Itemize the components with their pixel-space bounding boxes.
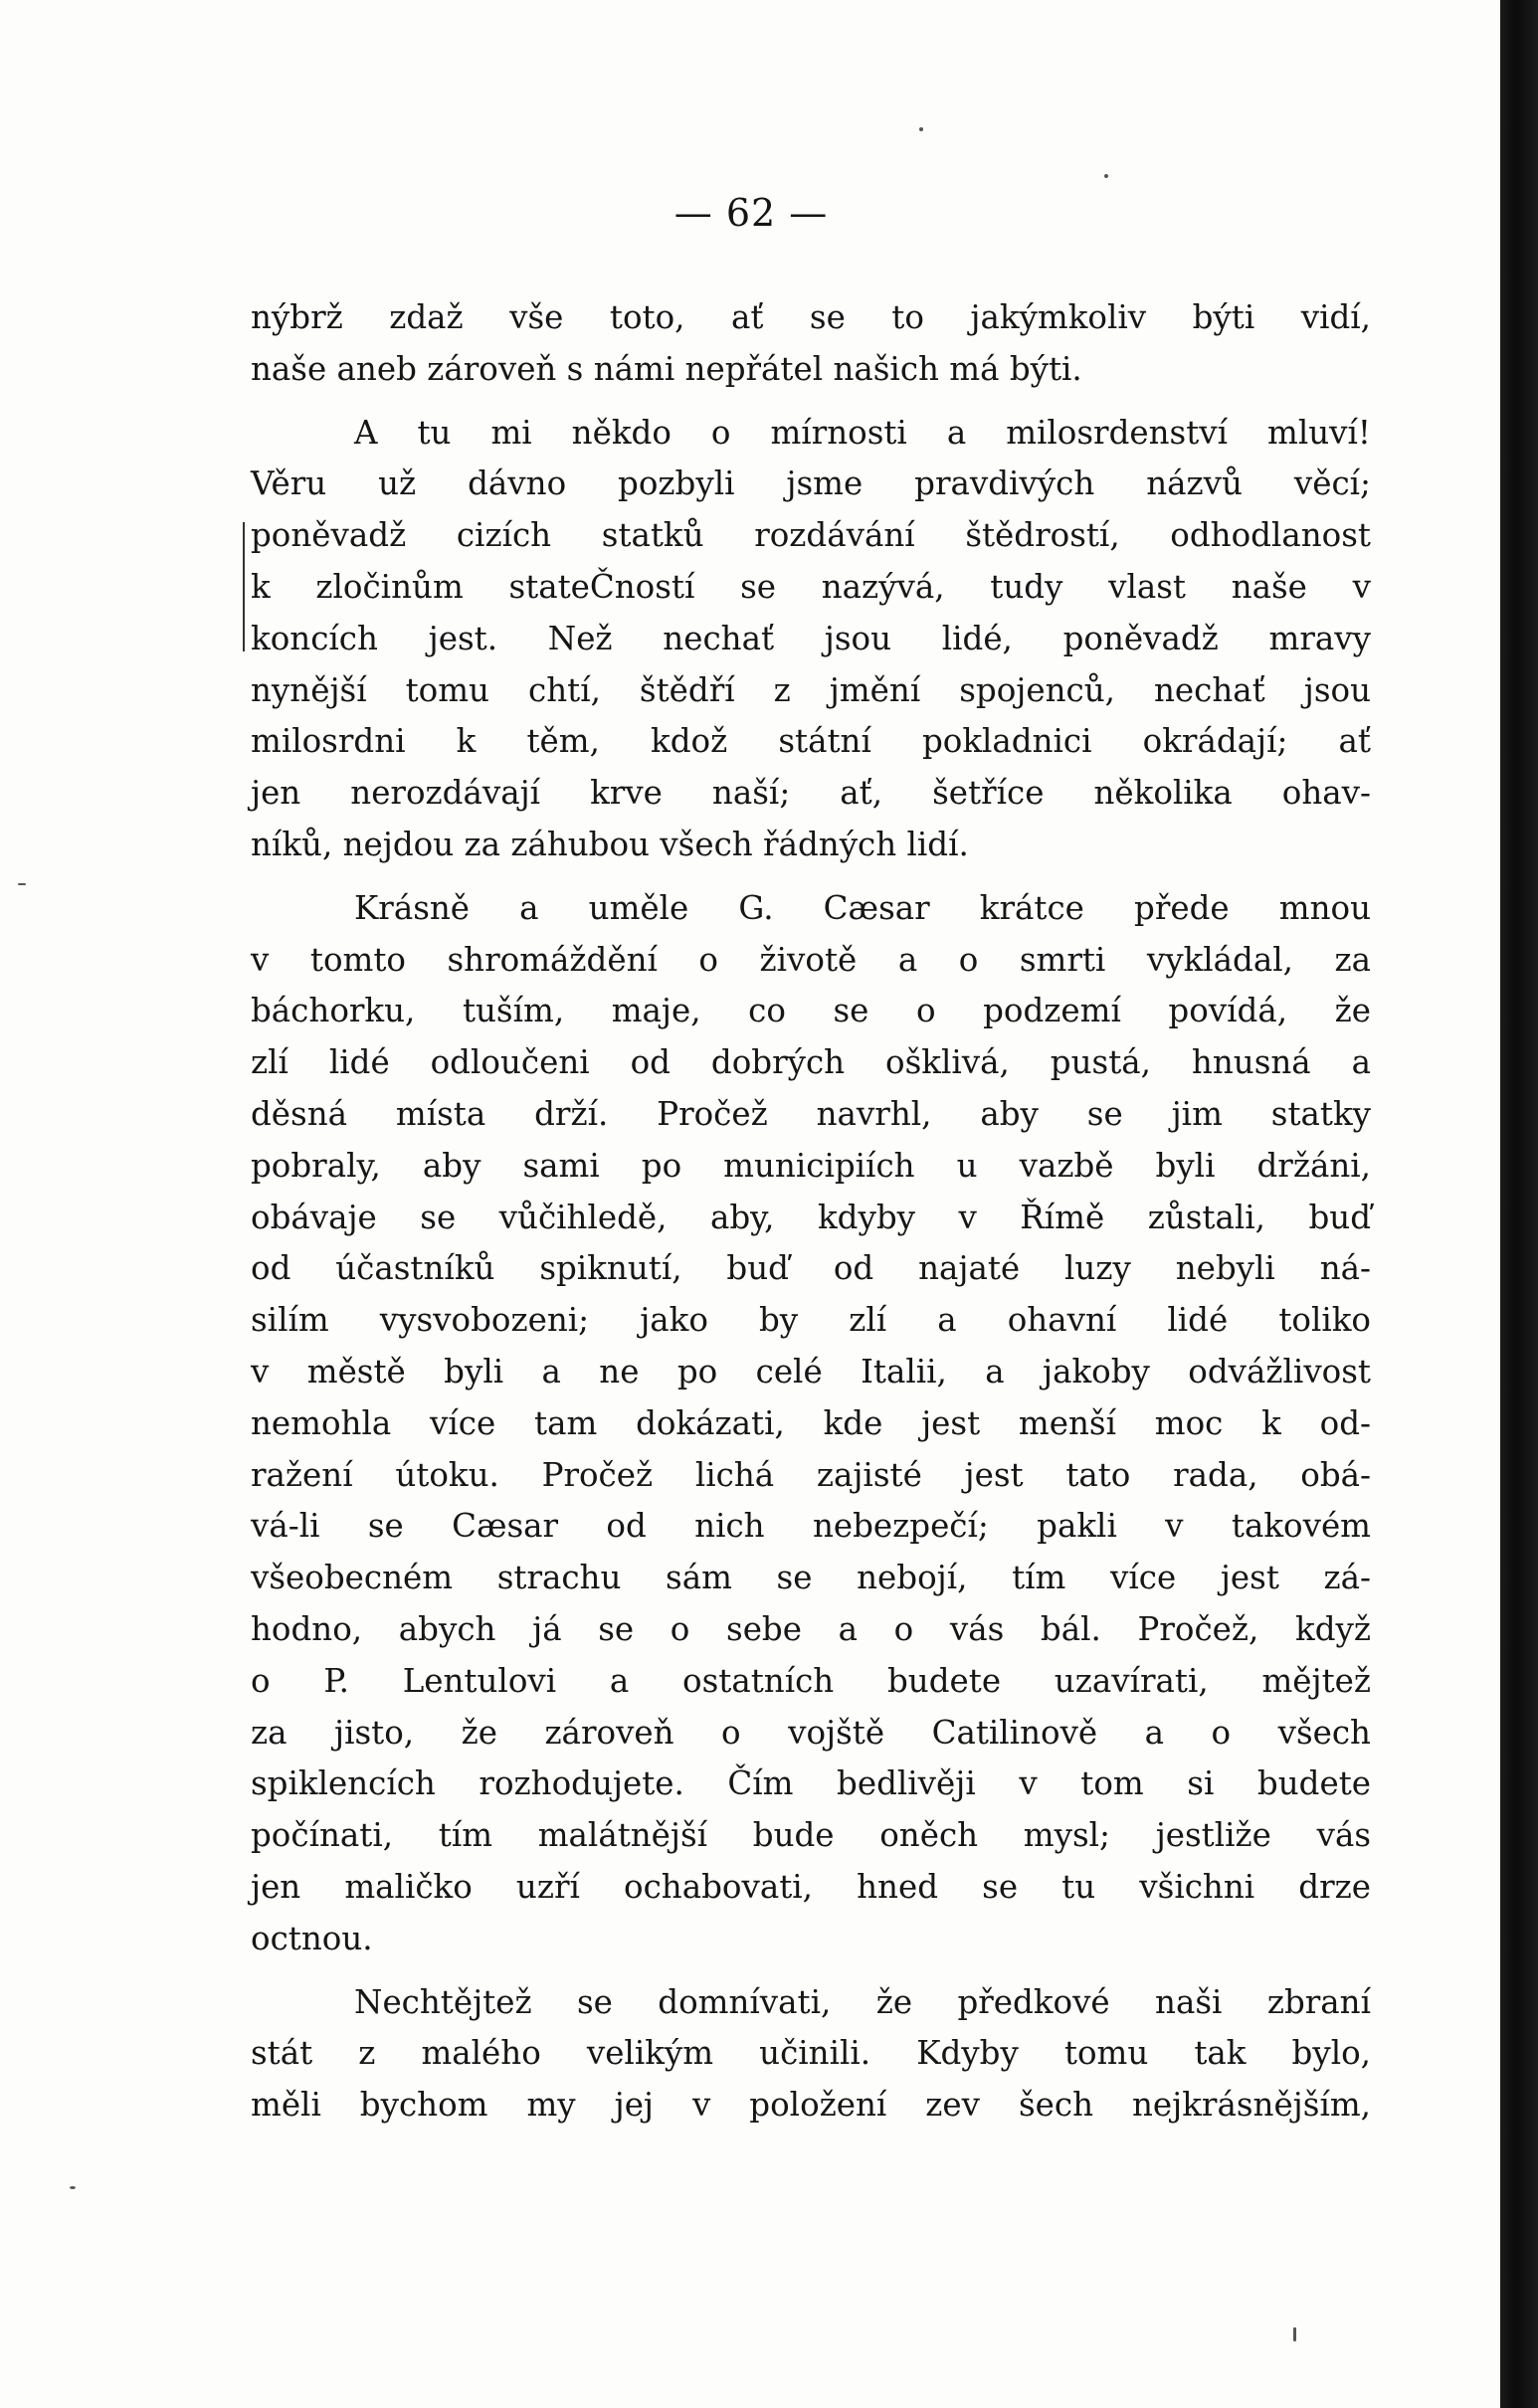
text-line: hodno, abych já se o sebe a o vás bál. Pročež, když [251, 1609, 1371, 1648]
text-line: Nechtějtež se domnívati, že předkové naši zbraní [354, 1982, 1371, 2021]
text-line: pobraly, aby sami po municipiích u vazbě byli držáni, [251, 1146, 1371, 1185]
text-line: v tomto shromáždění o životě a o smrti vykládal, za [251, 940, 1371, 979]
text-line: ražení útoku. Pročež lichá zajisté jest tato rada, obá- [251, 1455, 1371, 1494]
text-line: o P. Lentulovi a ostatních budete uzavírati, mějtež [251, 1661, 1371, 1700]
text-line: za jisto, že zároveň o vojště Catilinově a o všech [251, 1713, 1371, 1752]
paragraph [251, 408, 1371, 871]
text-line: octnou. [251, 1919, 373, 1957]
text-line: zlí lidé odloučeni od dobrých ošklivá, pustá, hnusná a [251, 1043, 1371, 1082]
text-line: silím vysvobozeni; jako by zlí a ohavní lidé toliko [251, 1301, 1371, 1340]
text-line: koncích jest. Než nechať jsou lidé, poněvadž mravy [251, 619, 1371, 657]
text-line: nýbrž zdaž vše toto, ať se to jakýmkoliv býti vidí, [251, 298, 1371, 336]
text-line: děsná místa drží. Pročež navrhl, aby se jim statky [251, 1094, 1371, 1133]
text-line: od účastníků spiknutí, buď od najaté luzy nebyli ná- [251, 1249, 1371, 1288]
text-line: spiklencích rozhodujete. Čím bedlivěji v tom si budete [251, 1764, 1371, 1803]
text-line: k zločinům stateČností se nazývá, tudy vlast naše v [251, 567, 1371, 606]
margin-mark [243, 522, 245, 651]
text-line: naše aneb zároveň s námi nepřátel našich má býti. [251, 349, 1082, 388]
text-line: báchorku, tuším, maje, co se o podzemí povídá, že [251, 992, 1371, 1030]
text-line: měli bychom my jej v položení zev šech nejkrásnějším, [251, 2086, 1371, 2125]
paper-speck [1104, 174, 1108, 178]
text-line: obávaje se vůčihledě, aby, kdyby v Římě zůstali, buď [251, 1198, 1371, 1236]
page-edge-shadow [1500, 0, 1538, 2408]
paragraph [251, 292, 1371, 396]
text-line: nemohla více tam dokázati, kde jest menší moc k od- [251, 1403, 1371, 1442]
paragraph [251, 883, 1371, 1965]
text-line: níků, nejdou za záhubou všech řádných lidí. [251, 825, 969, 863]
text-line: nynější tomu chtí, štědří z jmění spojenců, nechať jsou [251, 670, 1371, 709]
paper-speck [1293, 2327, 1296, 2341]
text-line: všeobecném strachu sám se nebojí, tím více jest zá- [251, 1559, 1371, 1597]
text-line: stát z malého velikým učinili. Kdyby tomu tak bylo, [251, 2034, 1371, 2073]
paper-speck [919, 127, 923, 131]
text-line: jen maličko uzří ochabovati, hned se tu všichni drze [251, 1867, 1371, 1906]
text-line: jen nerozdávají krve naší; ať, šetříce několika ohav- [251, 774, 1371, 813]
page-number: — 62 — [673, 191, 829, 235]
text-line: počínati, tím malátnější bude oněch mysl; jestliže vás [251, 1816, 1371, 1855]
text-line: poněvadž cizích statků rozdávání štědrostí, odhodlanost [251, 516, 1371, 555]
paper-speck [18, 883, 26, 885]
text-line: Krásně a uměle G. Cæsar krátce přede mnou [354, 888, 1371, 927]
paragraph [251, 1977, 1371, 2131]
text-line: vá-li se Cæsar od nich nebezpečí; pakli v takovém [251, 1507, 1371, 1546]
text-line: Věru už dávno pozbyli jsme pravdivých názvů věcí; [251, 464, 1371, 503]
text-line: v městě byli a ne po celé Italii, a jakoby odvážlivost [251, 1352, 1371, 1390]
page-text [251, 292, 1371, 2131]
paper-speck [70, 2186, 76, 2189]
text-line: A tu mi někdo o mírnosti a milosrdenství mluví! [354, 413, 1371, 452]
text-line: milosrdni k těm, kdož státní pokladnici okrádají; ať [251, 722, 1371, 761]
